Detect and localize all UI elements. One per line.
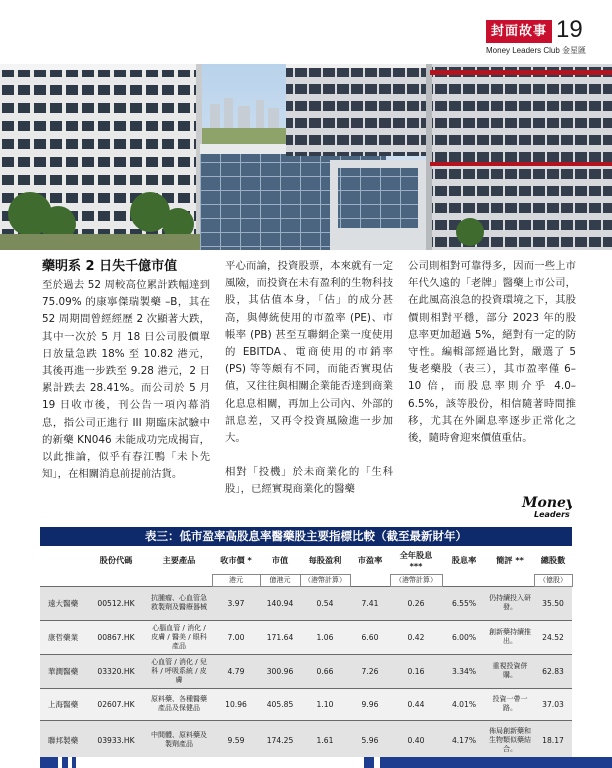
cell-price: 7.00 [212,620,260,654]
cell-comment: 仍持續投入研發。 [486,586,534,620]
cell-yield: 4.01% [442,688,486,720]
unit-cell [146,574,212,586]
unit-cell [40,574,86,586]
header-cell: 股息率 [442,547,486,574]
cell-mcap: 171.64 [260,620,300,654]
unit-cell [86,574,146,586]
cell-shares: 24.52 [534,620,572,654]
cell-mcap: 300.96 [260,654,300,688]
unit-cell: 億港元 [260,574,300,586]
cell-yield: 4.17% [442,720,486,760]
cell-company: 遠大醫藥 [40,586,86,620]
cell-product: 中間體、原料藥及製劑產品 [146,720,212,760]
unit-cell [486,574,534,586]
cell-comment: 創新藥持續推出。 [486,620,534,654]
brand-label: Money Leaders Club 金星匯 [486,46,587,55]
cell-price: 3.97 [212,586,260,620]
cell-comment: 重視投資併購。 [486,654,534,688]
article-paragraph: 公司則相對可靠得多，因而一些上市年代久遠的「老牌」醫藥上市公司，在此風高浪急的投資環境之下，其股價則相對平穩，部分 2023 年的股息率更加超過 5%，絕對有一定的防守性。編輯部經過比對，嚴選了 5 隻老藥股（表三），其市盈率僅 6–10 倍，而股息率則介乎 4.0–6.5%，該等股份，相信隨著時間推移，尤其在外圍息率逐步正常化之後，隨時會迎來價值重估。 [408,260,576,445]
article-paragraph: 相對「投機」於未商業化的「生科股」，已經實現商業化的醫藥 [225,466,393,496]
cell-company: 華潤醫藥 [40,654,86,688]
logo-money: Money [522,495,572,511]
cell-code: 02607.HK [86,688,146,720]
article-column-1 [42,258,210,483]
cell-shares: 62.83 [534,654,572,688]
cell-eps: 1.10 [300,688,350,720]
cell-dividend: 0.40 [390,720,442,760]
cell-yield: 6.55% [442,586,486,620]
cell-yield: 6.00% [442,620,486,654]
header-cell: 股份代碼 [86,547,146,574]
header-cell: 主要產品 [146,547,212,574]
cell-pe: 5.96 [350,720,390,760]
cell-pe: 6.60 [350,620,390,654]
table-row [40,720,572,760]
cell-company: 康哲藥業 [40,620,86,654]
article-paragraph: 平心而論，投資股票，本來就有一定風險，而投資在未有盈利的生物科技股，其估值本身，「估」的成分甚高，與傳統使用的市盈率 (PE)、市帳率 (PB) 甚至互聯網企業一度使用的 EBITDA、電商使用的市銷率 (PS) 等等頗有不同，而能否實現估值，又往往與相關企業能否達到商業化息息相關，再加上公司內、外部的訊息差，又再令投資風險進一步加大。 [225,260,393,445]
cell-product: 心腦血管 / 消化 / 皮膚 / 醫美 / 眼科產品 [146,620,212,654]
table-header-row [40,547,572,574]
table-title: 表三：低市盈率高股息率醫藥股主要指標比較（截至最新財年） [40,527,572,546]
header-cell: 總股數 [534,547,572,574]
unit-cell: 港元 [212,574,260,586]
cell-dividend: 0.42 [390,620,442,654]
cell-company: 上海醫藥 [40,688,86,720]
table-row [40,586,572,620]
section-badge: 封面故事 [486,20,552,43]
table-row [40,688,572,720]
unit-cell [442,574,486,586]
header-cell: 收市價 * [212,547,260,574]
cell-eps: 0.54 [300,586,350,620]
cell-dividend: 0.26 [390,586,442,620]
table-row [40,654,572,688]
article-column-3 [408,258,576,447]
article-headline: 藥明系 2 日失千億市值 [42,259,178,274]
cell-shares: 37.03 [534,688,572,720]
money-leaders-logo [520,490,572,520]
header-cell: 全年股息 *** [390,547,442,574]
cell-yield: 3.34% [442,654,486,688]
cell-mcap: 174.25 [260,720,300,760]
cell-mcap: 405.85 [260,688,300,720]
cell-code: 00867.HK [86,620,146,654]
article-column-2 [225,258,393,499]
cell-dividend: 0.16 [390,654,442,688]
cell-eps: 1.06 [300,620,350,654]
header-cell: 市盈率 [350,547,390,574]
cell-comment: 投資一帶一路。 [486,688,534,720]
table-row [40,620,572,654]
article-paragraph: 至於過去 52 周較高位累計跌幅達到 75.09% 的康寧傑瑞製藥 –B，其在 52 周期間曾經經歷 2 次顯著大跌，其中一次於 5 月 18 日公司股價單日放量急跌 18% 至 10.82 港元，其後再進一步跌至 9.28 港元，2 日累計跌去 28.41%。而公司於 5 月 19 日收市後，刊公告一項內幕消息，指公司正進行 III 期臨床試驗中的新藥 KN046 未能成功完成揭盲，以此推論，似乎有春江鴨「未卜先知」，在相關消息前提前沽貨。 [42,279,210,481]
cell-code: 03320.HK [86,654,146,688]
table-units-row [40,574,572,586]
cell-code: 03933.HK [86,720,146,760]
header-cell: 每股盈利 [300,547,350,574]
cell-product: 原料藥、各種醫藥產品及保健品 [146,688,212,720]
header-cell: 簡評 ** [486,547,534,574]
cell-shares: 18.17 [534,720,572,760]
cell-eps: 1.61 [300,720,350,760]
cell-price: 9.59 [212,720,260,760]
cell-product: 心血管 / 消化 / 兒科 / 呼吸系統 / 皮膚 [146,654,212,688]
cell-eps: 0.66 [300,654,350,688]
page-number: 19 [556,16,583,43]
unit-cell: （港幣計算） [300,574,350,586]
comparison-table [40,547,573,760]
cell-pe: 7.26 [350,654,390,688]
cell-pe: 9.96 [350,688,390,720]
cell-price: 10.96 [212,688,260,720]
cell-company: 聯邦製藥 [40,720,86,760]
cell-shares: 35.50 [534,586,572,620]
cell-pe: 7.41 [350,586,390,620]
unit-cell [350,574,390,586]
cell-comment: 佈局創新藥和生物類似藥結合。 [486,720,534,760]
building-photo [0,64,612,250]
unit-cell: （港幣計算） [390,574,442,586]
cell-price: 4.79 [212,654,260,688]
header-cell [40,547,86,574]
cell-mcap: 140.94 [260,586,300,620]
cell-code: 00512.HK [86,586,146,620]
cell-dividend: 0.44 [390,688,442,720]
cell-product: 抗腫瘤、心血管急救製劑及醫療器械 [146,586,212,620]
logo-leaders: Leaders [534,510,570,519]
header-cell: 市值 [260,547,300,574]
footer-bar [0,755,612,768]
unit-cell: （億股） [534,574,572,586]
